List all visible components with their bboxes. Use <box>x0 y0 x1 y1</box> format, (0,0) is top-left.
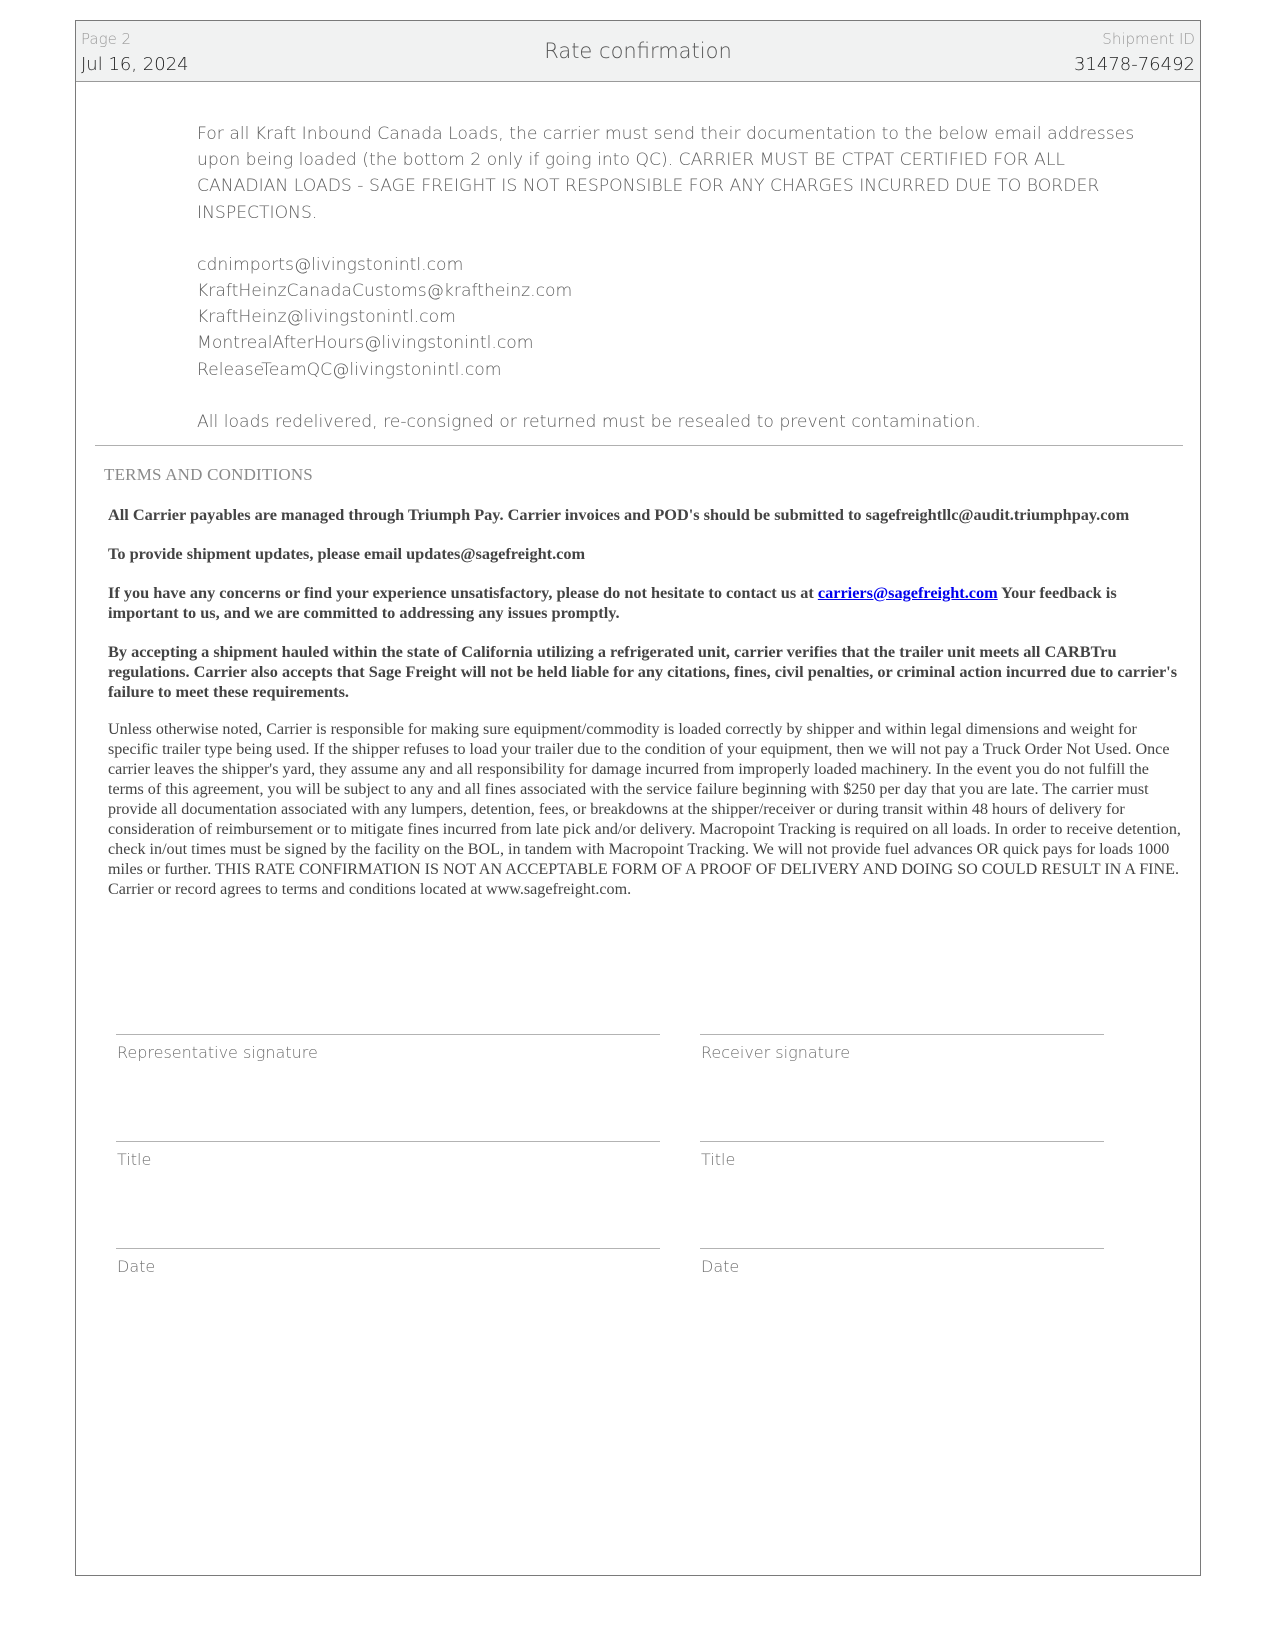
carriers-email-link[interactable]: carriers@sagefreight.com <box>817 583 998 602</box>
representative-date-label: Date <box>117 1257 156 1276</box>
document-date: Jul 16, 2024 <box>81 54 189 75</box>
california-term: By accepting a shipment hauled within the state of California utilizing a refrigerated unit, carrier verifies that the trailer unit meets all CARBTru regulations. Carrier also accepts that Sage Freight will not be held liable for any citations, fines, civil penalties, or criminal action incurred due to carrier's failure to meet these requirements. <box>108 642 1178 701</box>
terms-and-conditions <box>108 505 1183 919</box>
concerns-text-end: Your feedback is important to us, and we are committed to addressing any issues promptly. <box>108 583 1117 622</box>
receiver-title-label: Title <box>701 1150 736 1169</box>
document-page <box>75 20 1201 1576</box>
email-address: MontrealAfterHours@livingstonintl.com <box>197 333 534 354</box>
representative-signature-label: Representative signature <box>117 1043 318 1062</box>
concerns-text: If you have any concerns or find your experience unsatisfactory, please do not hesitate to contact us at <box>108 583 818 602</box>
representative-title-line[interactable] <box>116 1141 660 1142</box>
special-instructions <box>197 121 1157 435</box>
email-address: KraftHeinzCanadaCustoms@kraftheinz.com <box>197 281 573 302</box>
reseal-note: All loads redelivered, re-consigned or returned must be resealed to prevent contamination. <box>197 411 981 432</box>
receiver-date-line[interactable] <box>700 1248 1104 1249</box>
receiver-signature-line[interactable] <box>700 1034 1104 1035</box>
terms-heading: TERMS AND CONDITIONS <box>104 465 313 484</box>
page-number: Page 2 <box>81 30 132 48</box>
canada-loads-note: For all Kraft Inbound Canada Loads, the carrier must send their documentation to the below email addresses upon being loaded (the bottom 2 only if going into QC). CARRIER MUST BE CTPAT CERTIFIED FOR ALL CANADIAN LOADS - SAGE FREIGHT IS NOT RESPONSIBLE FOR ANY CHARGES INCURRED DUE TO BORDER INSPECTIONS. <box>197 124 1135 223</box>
email-address: KraftHeinz@livingstonintl.com <box>197 307 456 328</box>
receiver-title-line[interactable] <box>700 1141 1104 1142</box>
shipment-id-value: 31478-76492 <box>1073 54 1195 75</box>
email-address: cdnimports@livingstonintl.com <box>197 254 464 275</box>
section-divider <box>95 445 1183 446</box>
representative-signature-line[interactable] <box>116 1034 660 1035</box>
email-address: ReleaseTeamQC@livingstonintl.com <box>197 359 502 380</box>
receiver-date-label: Date <box>701 1257 740 1276</box>
shipment-id-label: Shipment ID <box>1102 30 1195 48</box>
payables-term: All Carrier payables are managed through Triumph Pay. Carrier invoices and POD's should be submitted to sagefreightllc@audit.triumphpay.com <box>108 505 1130 524</box>
general-terms: Unless otherwise noted, Carrier is responsible for making sure equipment/commodity is loaded correctly by shipper and within legal dimensions and weight for specific trailer type being used. If the shipper refuses to load your trailer due to the condition of your equipment, then we will not pay a Truck Order Not Used. Once carrier leaves the shipper's yard, they assume any and all responsibility for damage incurred from improperly loaded machinery. In the event you do not fulfill the terms of this agreement, you will be subject to any and all fines associated with the service failure beginning with $250 per day that you are late. The carrier must provide all documentation associated with any lumpers, detention, fees, or breakdowns at the shipper/receiver or during transit within 48 hours of delivery for consideration of reimbursement or to mitigate fines incurred from late pick and/or delivery. Macropoint Tracking is required on all loads. In order to receive detention, check in/out times must be signed by the facility on the BOL, in tandem with Macropoint Tracking. We will not provide fuel advances OR quick pays for loads 1000 miles or further. THIS RATE CONFIRMATION IS NOT AN ACCEPTABLE FORM OF A PROOF OF DELIVERY AND DOING SO COULD RESULT IN A FINE. Carrier or record agrees to terms and conditions located at www.sagefreight.com. <box>108 721 1181 898</box>
document-title: Rate confirmation <box>544 39 732 63</box>
concerns-term <box>108 583 1183 623</box>
updates-term: To provide shipment updates, please email updates@sagefreight.com <box>108 544 586 563</box>
representative-date-line[interactable] <box>116 1248 660 1249</box>
page-header <box>76 21 1200 82</box>
receiver-signature-label: Receiver signature <box>701 1043 851 1062</box>
representative-title-label: Title <box>117 1150 152 1169</box>
